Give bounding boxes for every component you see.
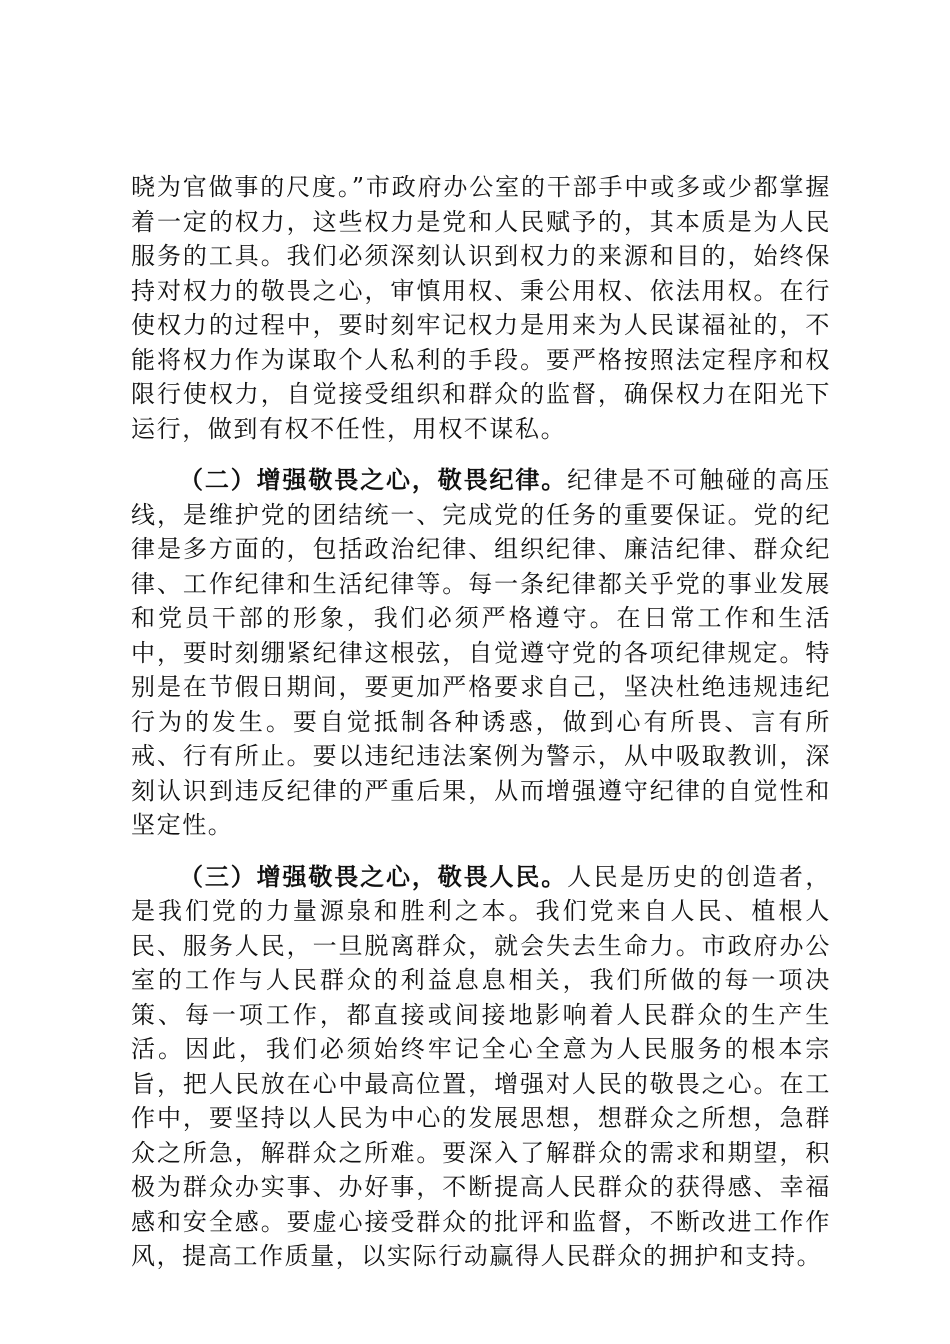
document-body	[131, 170, 831, 1274]
paragraph-2-heading: （二）增强敬畏之心，敬畏纪律。	[179, 466, 568, 494]
paragraph-continuation	[131, 170, 831, 446]
paragraph-3-body: 人民是历史的创造者，是我们党的力量源泉和胜利之本。我们党来自人民、植根人民、服务人民，一旦脱离群众，就会失去生命力。市政府办公室的工作与人民群众的利益息息相关，我们所做的每一项决策、每一项工作，都直接或间接地影响着人民群众的生产生活。因此，我们必须始终牢记全心全意为人民服务的根本宗旨，把人民放在心中最高位置，增强对人民的敬畏之心。在工作中，要坚持以人民为中心的发展思想，想群众之所想，急群众之所急，解群众之所难。要深入了解群众的需求和期望，积极为群众办实事、办好事，不断提高人民群众的获得感、幸福感和安全感。要虚心接受群众的批评和监督，不断改进工作作风，提高工作质量，以实际行动赢得人民群众的拥护和支持。	[131, 862, 831, 1270]
paragraph-2-body: 纪律是不可触碰的高压线，是维护党的团结统一、完成党的任务的重要保证。党的纪律是多方面的，包括政治纪律、组织纪律、廉洁纪律、群众纪律、工作纪律和生活纪律等。每一条纪律都关乎党的事业发展和党员干部的形象，我们必须严格遵守。在日常工作和生活中，要时刻绷紧纪律这根弦，自觉遵守党的各项纪律规定。特别是在节假日期间，要更加严格要求自己，坚决杜绝违规违纪行为的发生。要自觉抵制各种诱惑，做到心有所畏、言有所戒、行有所止。要以违纪违法案例为警示，从中吸取教训，深刻认识到违反纪律的严重后果，从而增强遵守纪律的自觉性和坚定性。	[131, 466, 831, 839]
paragraph-people	[131, 860, 831, 1274]
paragraph-discipline	[131, 463, 831, 843]
paragraph-1-body: 晓为官做事的尺度。”市政府办公室的干部手中或多或少都掌握着一定的权力，这些权力是党和人民赋予的，其本质是为人民服务的工具。我们必须深刻认识到权力的来源和目的，始终保持对权力的敬畏之心，审慎用权、秉公用权、依法用权。在行使权力的过程中，要时刻牢记权力是用来为人民谋福祉的，不能将权力作为谋取个人私利的手段。要严格按照法定程序和权限行使权力，自觉接受组织和群众的监督，确保权力在阳光下运行，做到有权不任性，用权不谋私。	[131, 173, 831, 443]
paragraph-3-heading: （三）增强敬畏之心，敬畏人民。	[179, 862, 568, 891]
